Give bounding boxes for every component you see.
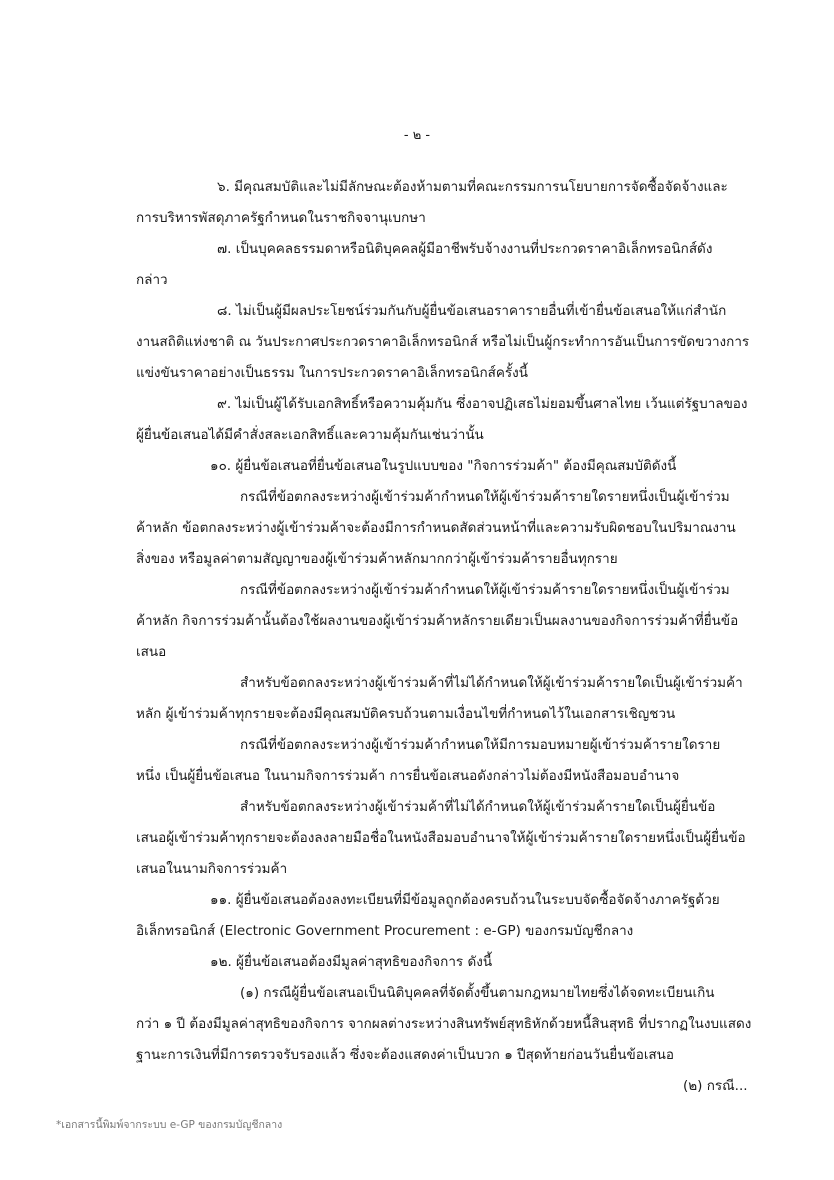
text-line: ๗. เป็นบุคคลธรรมดาหรือนิติบุคคลผู้มีอาชีพรับจ้างงานที่ประกวดราคาอิเล็กทรอนิกส์ดัง [217,241,713,257]
text-line: (๑) กรณีผู้ยื่นข้อเสนอเป็นนิติบุคคลที่จัดตั้งขึ้นตามกฎหมายไทยซึ่งได้จดทะเบียนเกิน [240,985,715,1001]
text-line: สิ่งของ หรือมูลค่าตามสัญญาของผู้เข้าร่วมค้าหลักมากกว่าผู้เข้าร่วมค้ารายอื่นทุกราย [136,551,618,567]
text-line: กรณีที่ข้อตกลงระหว่างผู้เข้าร่วมค้ากำหนดให้ผู้เข้าร่วมค้ารายใดรายหนึ่งเป็นผู้เข้าร่วม [240,489,730,505]
text-line: กรณีที่ข้อตกลงระหว่างผู้เข้าร่วมค้ากำหนดให้ผู้เข้าร่วมค้ารายใดรายหนึ่งเป็นผู้เข้าร่วม [240,582,730,598]
text-line: เสนอผู้เข้าร่วมค้าทุกรายจะต้องลงลายมือชื่อในหนังสือมอบอำนาจให้ผู้เข้าร่วมค้ารายใดรายหนึ่งเป็นผู้ยื่นข้อ [136,830,746,846]
text-line: ผู้ยื่นข้อเสนอได้มีคำสั่งสละเอกสิทธิ์และความคุ้มกันเช่นว่านั้น [136,427,484,443]
text-line: ๙. ไม่เป็นผู้ได้รับเอกสิทธิ์หรือความคุ้มกัน ซึ่งอาจปฏิเสธไม่ยอมขึ้นศาลไทย เว้นแต่รัฐบาลของ [217,396,748,412]
footer-note: *เอกสารนี้พิมพ์จากระบบ e-GP ของกรมบัญชีกลาง [56,1119,283,1131]
text-line: หลัก ผู้เข้าร่วมค้าทุกรายจะต้องมีคุณสมบัติครบถ้วนตามเงื่อนไขที่กำหนดไว้ในเอกสารเชิญชวน [136,706,676,722]
text-line: สำหรับข้อตกลงระหว่างผู้เข้าร่วมค้าที่ไม่ได้กำหนดให้ผู้เข้าร่วมค้ารายใดเป็นผู้เข้าร่วมค้า [240,675,743,691]
page-number: - ๒ - [403,128,431,143]
text-line: ๑๑. ผู้ยื่นข้อเสนอต้องลงทะเบียนที่มีข้อมูลถูกต้องครบถ้วนในระบบจัดซื้อจัดจ้างภาครัฐด้วย [210,892,720,908]
text-line: กว่า ๑ ปี ต้องมีมูลค่าสุทธิของกิจการ จากผลต่างระหว่างสินทรัพย์สุทธิหักด้วยหนี้สินสุทธิ ที่ปรากฏในงบแสดง [136,1016,752,1032]
text-line: ค้าหลัก ข้อตกลงระหว่างผู้เข้าร่วมค้าจะต้องมีการกำหนดสัดส่วนหน้าที่และความรับผิดชอบในปริมาณงาน [136,520,736,536]
text-line: ค้าหลัก กิจการร่วมค้านั้นต้องใช้ผลงานของผู้เข้าร่วมค้าหลักรายเดียวเป็นผลงานของกิจการร่วมค้าที่ยื่นข้อ [136,613,739,629]
text-line: อิเล็กทรอนิกส์ (Electronic Government Procurement : e-GP) ของกรมบัญชีกลาง [136,923,634,939]
continuation-marker: (๒) กรณี... [683,1078,748,1094]
text-line: เสนอในนามกิจการร่วมค้า [136,861,288,877]
text-line: งานสถิติแห่งชาติ ณ วันประกาศประกวดราคาอิเล็กทรอนิกส์ หรือไม่เป็นผู้กระทำการอันเป็นการขัดขวางการ [136,334,750,350]
text-line: ๑๒. ผู้ยื่นข้อเสนอต้องมีมูลค่าสุทธิของกิจการ ดังนี้ [210,954,493,970]
text-line: ๘. ไม่เป็นผู้มีผลประโยชน์ร่วมกันกับผู้ยื่นข้อเสนอราคารายอื่นที่เข้ายื่นข้อเสนอให้แก่สำนัก [217,303,727,319]
text-line: แข่งขันราคาอย่างเป็นธรรม ในการประกวดราคาอิเล็กทรอนิกส์ครั้งนี้ [136,365,528,381]
text-line: ๑๐. ผู้ยื่นข้อเสนอที่ยื่นข้อเสนอในรูปแบบของ "กิจการร่วมค้า" ต้องมีคุณสมบัติดังนี้ [210,458,677,474]
text-line: เสนอ [136,644,167,660]
text-line: ฐานะการเงินที่มีการตรวจรับรองแล้ว ซึ่งจะต้องแสดงค่าเป็นบวก ๑ ปีสุดท้ายก่อนวันยื่นข้อเสนอ [136,1047,675,1063]
text-line: กล่าว [136,272,168,288]
text-line: ๖. มีคุณสมบัติและไม่มีลักษณะต้องห้ามตามที่คณะกรรมการนโยบายการจัดซื้อจัดจ้างและ [217,179,728,195]
text-line: การบริหารพัสดุภาครัฐกำหนดในราชกิจจานุเบกษา [136,210,426,226]
text-line: สำหรับข้อตกลงระหว่างผู้เข้าร่วมค้าที่ไม่ได้กำหนดให้ผู้เข้าร่วมค้ารายใดเป็นผู้ยื่นข้อ [240,799,716,815]
text-line: หนึ่ง เป็นผู้ยื่นข้อเสนอ ในนามกิจการร่วมค้า การยื่นข้อเสนอดังกล่าวไม่ต้องมีหนังสือมอบอำนาจ [136,768,680,784]
text-line: กรณีที่ข้อตกลงระหว่างผู้เข้าร่วมค้ากำหนดให้มีการมอบหมายผู้เข้าร่วมค้ารายใดราย [240,737,721,753]
